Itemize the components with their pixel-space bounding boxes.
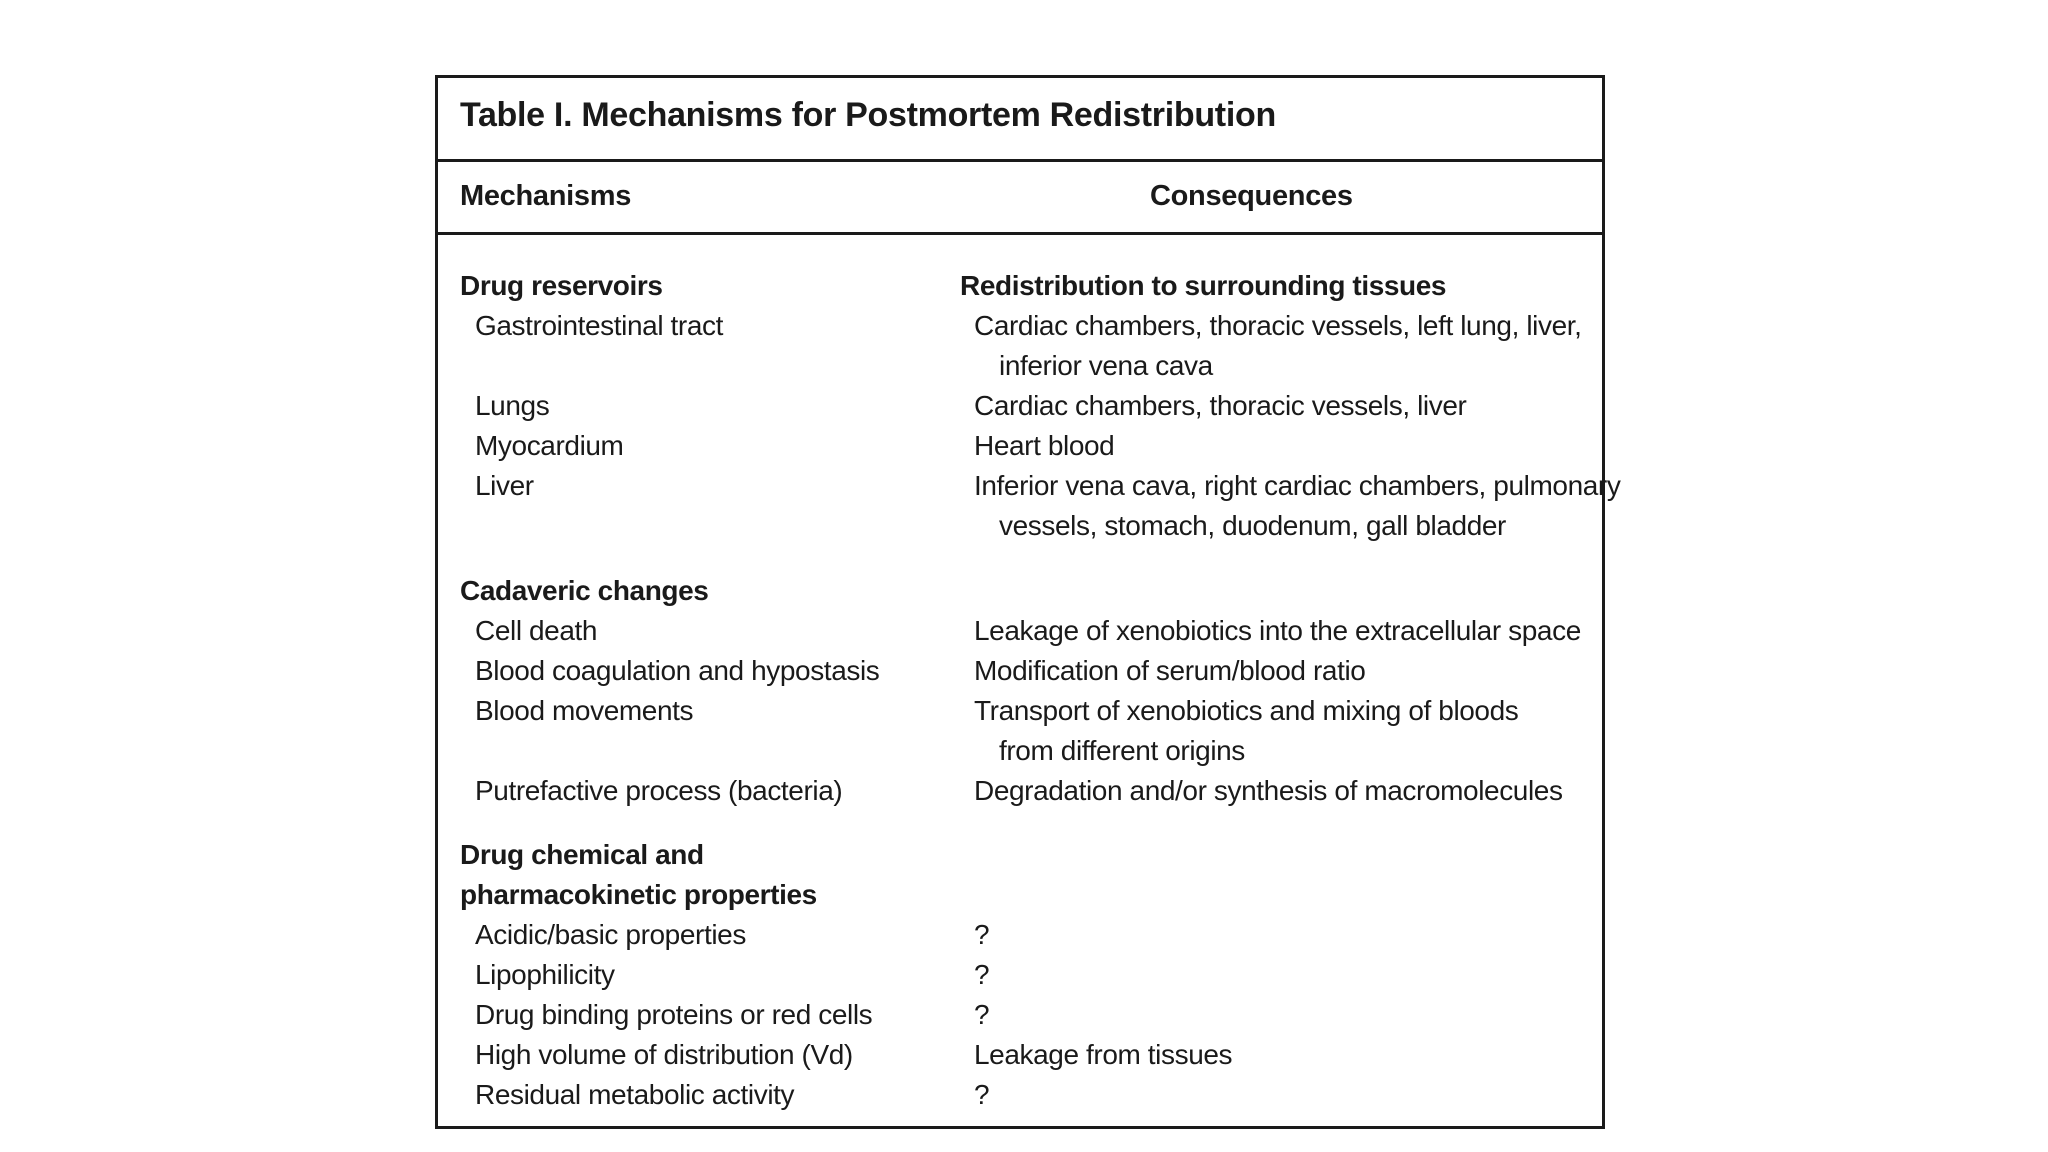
consequence-gastrointestinal-line-2: inferior vena cava (999, 350, 1213, 381)
consequence-acidic-basic: ? (974, 919, 990, 950)
column-header-consequences: Consequences (1150, 180, 1353, 212)
consequence-liver-line-1: Inferior vena cava, right cardiac chambers, pulmonary (974, 470, 1621, 501)
consequence-lipophilicity: ? (974, 959, 990, 990)
mechanism-blood-coagulation: Blood coagulation and hypostasis (475, 655, 880, 686)
consequence-liver-line-2: vessels, stomach, duodenum, gall bladder (999, 510, 1506, 541)
mechanism-lipophilicity: Lipophilicity (475, 959, 615, 990)
consequence-putrefactive-process: Degradation and/or synthesis of macromolecules (974, 775, 1563, 806)
category-cadaveric-changes: Cadaveric changes (460, 575, 709, 606)
mechanism-liver: Liver (475, 470, 534, 501)
mechanism-drug-binding: Drug binding proteins or red cells (475, 999, 873, 1030)
category-drug-reservoirs: Drug reservoirs (460, 270, 663, 301)
table-header-row (438, 162, 1602, 235)
category-drug-chemical-line-1: Drug chemical and (460, 839, 704, 870)
mechanism-high-volume-distribution: High volume of distribution (Vd) (475, 1039, 853, 1070)
mechanism-myocardium: Myocardium (475, 430, 624, 461)
postmortem-redistribution-table (435, 75, 1621, 1129)
consequence-residual-metabolic: ? (974, 1079, 990, 1110)
mechanism-lungs: Lungs (475, 390, 550, 421)
consequence-cell-death: Leakage of xenobiotics into the extracellular space (974, 615, 1581, 646)
mechanism-putrefactive-process: Putrefactive process (bacteria) (475, 775, 843, 806)
consequence-drug-binding: ? (974, 999, 990, 1030)
consequence-high-volume-distribution: Leakage from tissues (974, 1039, 1233, 1070)
consequence-blood-movements-line-1: Transport of xenobiotics and mixing of bloods (974, 695, 1519, 726)
mechanism-residual-metabolic: Residual metabolic activity (475, 1079, 795, 1110)
mechanism-cell-death: Cell death (475, 615, 598, 646)
column-header-mechanisms: Mechanisms (460, 180, 632, 212)
consequence-lungs: Cardiac chambers, thoracic vessels, liver (974, 390, 1467, 421)
mechanism-gastrointestinal-tract: Gastrointestinal tract (475, 310, 723, 341)
category-drug-chemical-line-2: pharmacokinetic properties (460, 879, 817, 910)
consequence-blood-movements-line-2: from different origins (999, 735, 1245, 766)
consequence-blood-coagulation: Modification of serum/blood ratio (974, 655, 1366, 686)
consequence-gastrointestinal-line-1: Cardiac chambers, thoracic vessels, left lung, liver, (974, 310, 1582, 341)
consequence-myocardium: Heart blood (974, 430, 1115, 461)
mechanism-blood-movements: Blood movements (475, 695, 694, 726)
mechanism-acidic-basic: Acidic/basic properties (475, 919, 746, 950)
table-title-row (438, 78, 1602, 162)
consequence-heading-redistribution: Redistribution to surrounding tissues (960, 270, 1447, 301)
table-title: Table I. Mechanisms for Postmortem Redistribution (460, 96, 1276, 134)
